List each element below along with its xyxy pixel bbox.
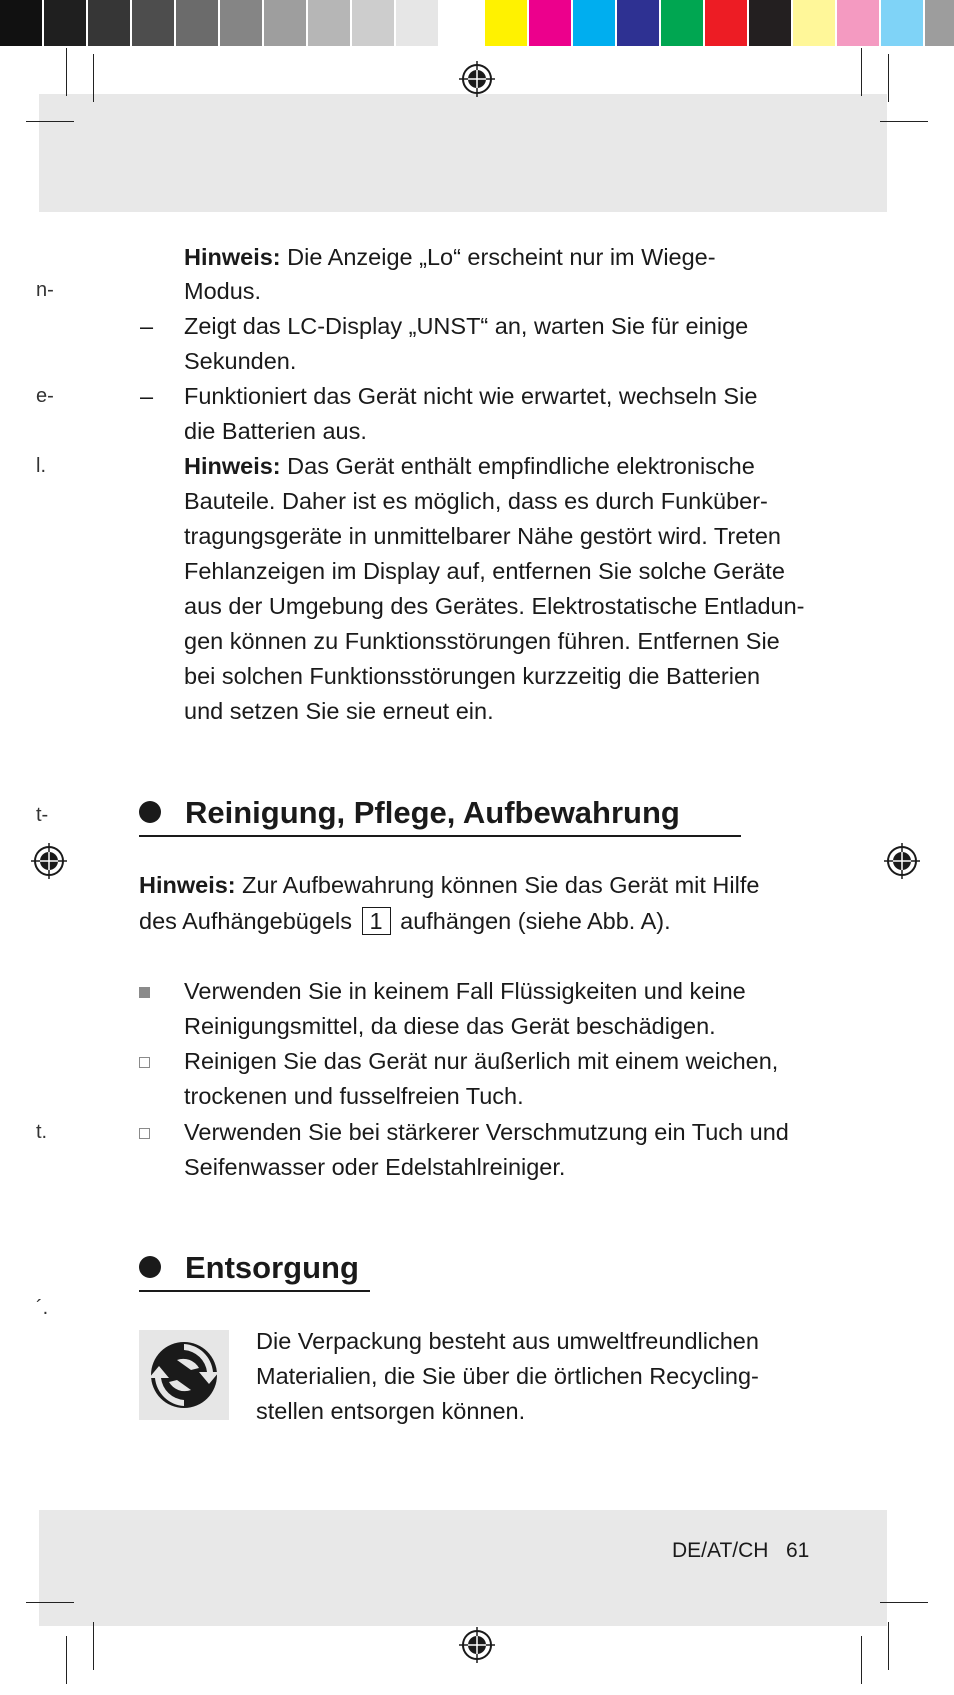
color-swatch <box>132 0 176 46</box>
square-bullet-hollow-icon <box>139 1128 150 1139</box>
color-swatch <box>176 0 220 46</box>
note-electronics-line: aus der Umgebung des Gerätes. Elektrostatische Entladun- <box>184 593 805 619</box>
note-electronics-line: tragungsgeräte in unmittelbarer Nähe gestört wird. Treten <box>184 523 781 549</box>
crop-mark <box>861 1636 862 1684</box>
disposal-text-line1: Die Verpackung besteht aus umweltfreundlichen <box>256 1328 759 1354</box>
note-storage-line2 <box>139 904 671 939</box>
color-swatch <box>837 0 881 46</box>
note-label: Hinweis: <box>139 872 236 898</box>
note-lo-line2: Modus. <box>184 278 262 304</box>
note-text: des Aufhängebügels <box>139 908 359 934</box>
list-item-battery-line2: die Batterien aus. <box>184 418 367 444</box>
color-swatch <box>749 0 793 46</box>
registration-mark-icon <box>459 61 495 97</box>
heading-bullet-icon <box>139 1256 161 1278</box>
registration-mark-icon <box>459 1627 495 1663</box>
note-electronics-line: Bauteile. Daher ist es möglich, dass es durch Funküber- <box>184 488 768 514</box>
color-swatch <box>573 0 617 46</box>
disposal-text-line2: Materialien, die Sie über die örtlichen Recycling- <box>256 1363 759 1389</box>
crop-mark <box>888 1622 889 1670</box>
section-heading-cleaning <box>139 793 680 833</box>
heading-underline <box>139 1290 370 1292</box>
crop-mark <box>880 121 928 122</box>
note-text: Das Gerät enthält empfindliche elektronische <box>280 453 755 479</box>
list-item-unst-line1: Zeigt das LC-Display „UNST“ an, warten Sie für einige <box>184 313 749 339</box>
note-electronics-line: und setzen Sie sie erneut ein. <box>184 698 494 724</box>
square-bullet-filled-icon <box>139 987 150 998</box>
color-swatch <box>705 0 749 46</box>
note-lo-line1 <box>184 240 716 275</box>
color-swatch <box>661 0 705 46</box>
heading-underline <box>139 835 741 837</box>
margin-fragment: t. <box>36 1121 48 1143</box>
color-swatch <box>264 0 308 46</box>
heading-bullet-icon <box>139 801 161 823</box>
color-swatch <box>485 0 529 46</box>
note-electronics-line <box>184 449 755 484</box>
color-swatch <box>88 0 132 46</box>
crop-mark <box>861 48 862 96</box>
crop-mark <box>93 1622 94 1670</box>
color-swatch <box>793 0 837 46</box>
margin-fragment: e- <box>36 385 54 407</box>
color-swatch <box>44 0 88 46</box>
crop-mark <box>26 1602 74 1603</box>
margin-fragment: l. <box>36 455 46 477</box>
note-electronics-line: bei solchen Funktionsstörungen kurzzeitig die Batterien <box>184 663 761 689</box>
note-electronics-line: Fehlanzeigen im Display auf, entfernen Sie solche Geräte <box>184 558 785 584</box>
list-item-unst-line2: Sekunden. <box>184 348 297 374</box>
section-heading-disposal <box>139 1248 359 1288</box>
heading-text: Entsorgung <box>185 1250 359 1285</box>
crop-mark <box>93 54 94 102</box>
footer-region: DE/AT/CH <box>672 1539 769 1562</box>
dash-bullet: – <box>140 313 154 339</box>
crop-mark <box>880 1602 928 1603</box>
color-bar-left <box>0 0 484 48</box>
margin-fragment: ´. <box>36 1297 49 1319</box>
list-item-cleaning-line2: trockenen und fusselfreien Tuch. <box>184 1083 524 1109</box>
color-swatch <box>617 0 661 46</box>
crop-mark <box>888 54 889 102</box>
crop-mark <box>66 48 67 96</box>
margin-fragment: t- <box>36 804 49 826</box>
list-item-cleaning-line1: Verwenden Sie bei stärkerer Verschmutzung ein Tuch und <box>184 1119 789 1145</box>
color-swatch <box>881 0 925 46</box>
square-bullet-hollow-icon <box>139 1057 150 1068</box>
heading-text: Reinigung, Pflege, Aufbewahrung <box>185 795 680 830</box>
crop-mark <box>26 121 74 122</box>
note-label: Hinweis: <box>184 244 281 270</box>
note-storage-line1 <box>139 868 759 903</box>
page-number: 61 <box>786 1539 810 1562</box>
recycling-icon <box>139 1330 229 1420</box>
disposal-text-line3: stellen entsorgen können. <box>256 1398 526 1424</box>
list-item-cleaning-line1: Verwenden Sie in keinem Fall Flüssigkeiten und keine <box>184 978 746 1004</box>
list-item-cleaning-line1: Reinigen Sie das Gerät nur äußerlich mit einem weichen, <box>184 1048 779 1074</box>
color-swatch <box>220 0 264 46</box>
color-swatch <box>0 0 44 46</box>
top-gray-band <box>39 94 887 212</box>
color-bar-right <box>485 0 954 48</box>
margin-fragment: n- <box>36 279 54 301</box>
note-label: Hinweis: <box>184 453 281 479</box>
part-reference-box: 1 <box>362 907 391 935</box>
bottom-gray-band <box>39 1510 887 1626</box>
note-text: aufhängen (siehe Abb. A). <box>393 908 671 934</box>
list-item-cleaning-line2: Seifenwasser oder Edelstahlreiniger. <box>184 1154 566 1180</box>
color-swatch <box>925 0 954 46</box>
crop-mark <box>66 1636 67 1684</box>
color-swatch <box>352 0 396 46</box>
list-item-battery-line1: Funktioniert das Gerät nicht wie erwartet, wechseln Sie <box>184 383 758 409</box>
registration-mark-icon <box>884 843 920 879</box>
note-text: Zur Aufbewahrung können Sie das Gerät mit Hilfe <box>235 872 760 898</box>
color-swatch <box>396 0 440 46</box>
note-text: Die Anzeige „Lo“ erscheint nur im Wiege- <box>280 244 716 270</box>
color-swatch <box>308 0 352 46</box>
color-swatch <box>440 0 484 46</box>
note-electronics-line: gen können zu Funktionsstörungen führen. Entfernen Sie <box>184 628 780 654</box>
list-item-cleaning-line2: Reinigungsmittel, da diese das Gerät beschädigen. <box>184 1013 716 1039</box>
registration-mark-icon <box>31 843 67 879</box>
dash-bullet: – <box>140 383 154 409</box>
color-swatch <box>529 0 573 46</box>
